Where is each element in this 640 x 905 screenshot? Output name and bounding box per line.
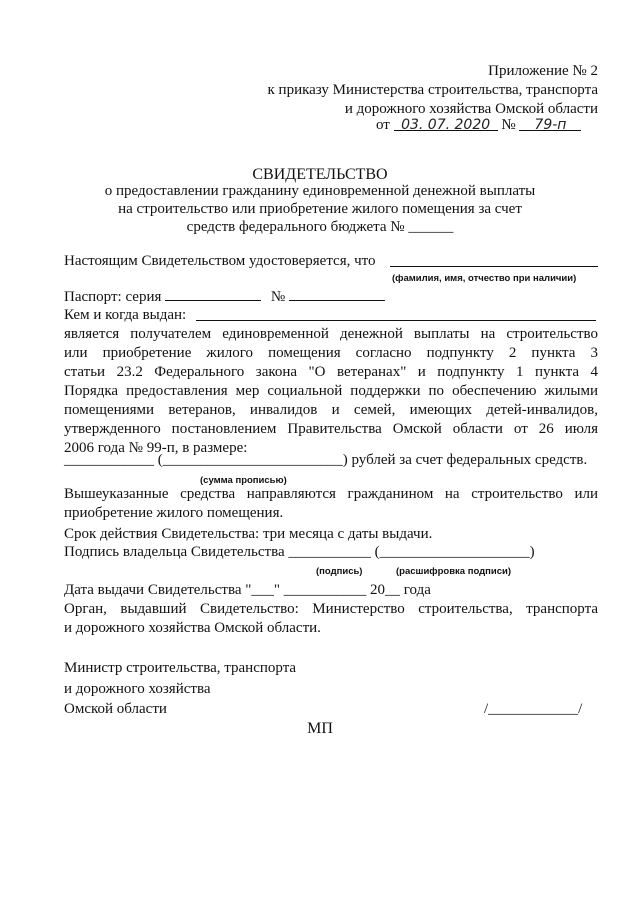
title-subline-2: на строительство или приобретение жилого помещения за счет bbox=[118, 201, 522, 217]
authority-line-1: Орган, выдавший Свидетельство: Министерство строительства, транспорта bbox=[64, 601, 598, 617]
certify-text: Настоящим Свидетельством удостоверяется, что bbox=[64, 253, 376, 269]
document-title: СВИДЕТЕЛЬСТВО bbox=[252, 166, 388, 183]
passport-line bbox=[64, 286, 385, 306]
amount-line: ____________ (________________________) рублей за счет федеральных средств. bbox=[64, 452, 588, 468]
order-date-line bbox=[376, 116, 581, 134]
amount-hint: (сумма прописью) bbox=[200, 475, 287, 486]
signature-hint: (подпись) bbox=[316, 566, 363, 577]
owner-signature-line: Подпись владельца Свидетельства ___________ (____________________) bbox=[64, 544, 535, 560]
issued-by-label: Кем и когда выдан: bbox=[64, 307, 187, 323]
recipient-paragraph-line-3: статьи 23.2 Федерального закона "О ветеранах" и подпункту 1 пункта 4 bbox=[64, 364, 598, 380]
minister-title-line-3: Омской области bbox=[64, 701, 167, 717]
recipient-paragraph-line-4: Порядка предоставления мер социальной поддержки по обеспечению жилыми bbox=[64, 383, 598, 399]
recipient-paragraph-line-2: или приобретение жилого помещения согласно подпункту 2 пункта 3 bbox=[64, 345, 598, 361]
issued-by-field bbox=[196, 306, 596, 321]
handwritten-date: 03. 07. 2020 bbox=[394, 116, 498, 131]
authority-line-2: и дорожного хозяйства Омской области. bbox=[64, 620, 321, 636]
passport-series-field bbox=[165, 286, 261, 301]
validity-text: Срок действия Свидетельства: три месяца с даты выдачи. bbox=[64, 526, 433, 542]
title-subline-3: средств федерального бюджета № ______ bbox=[186, 219, 454, 235]
minister-title-line-2: и дорожного хозяйства bbox=[64, 681, 211, 697]
recipient-paragraph-line-1: является получателем единовременной денежной выплаты на строительство bbox=[64, 326, 598, 342]
recipient-paragraph-line-6: утвержденного постановлением Правительства Омской области от 26 июля bbox=[64, 421, 598, 437]
funds-paragraph-line-2: приобретение жилого помещения. bbox=[64, 505, 284, 521]
minister-signature-slot: /____________/ bbox=[484, 701, 583, 717]
fio-field bbox=[390, 252, 598, 267]
decode-hint: (расшифровка подписи) bbox=[396, 566, 512, 577]
fio-hint: (фамилия, имя, отчество при наличии) bbox=[392, 273, 577, 284]
passport-number-field bbox=[289, 286, 385, 301]
stamp-place: МП bbox=[307, 720, 333, 737]
recipient-paragraph-line-7: 2006 года № 99-п, в размере: bbox=[64, 440, 248, 456]
handwritten-number: 79-п bbox=[519, 116, 581, 131]
order-reference: к приказу Министерства строительства, транспорта bbox=[267, 82, 598, 98]
date-prefix: от bbox=[376, 117, 390, 133]
issue-date-line: Дата выдачи Свидетельства "___" ___________ 20__ года bbox=[64, 582, 431, 598]
number-prefix: № bbox=[501, 117, 516, 133]
passport-series-label: Паспорт: серия bbox=[64, 289, 162, 305]
appendix-number: Приложение № 2 bbox=[488, 63, 598, 79]
ministry-name: и дорожного хозяйства Омской области bbox=[344, 101, 598, 117]
title-subline-1: о предоставлении гражданину единовременной денежной выплаты bbox=[104, 183, 536, 199]
recipient-paragraph-line-5: помещениями ветеранов, инвалидов и семей, имеющих детей-инвалидов, bbox=[64, 402, 598, 418]
passport-number-label: № bbox=[270, 289, 286, 305]
minister-title-line-1: Министр строительства, транспорта bbox=[64, 660, 297, 676]
funds-paragraph-line-1: Вышеуказанные средства направляются гражданином на строительство или bbox=[64, 486, 598, 502]
